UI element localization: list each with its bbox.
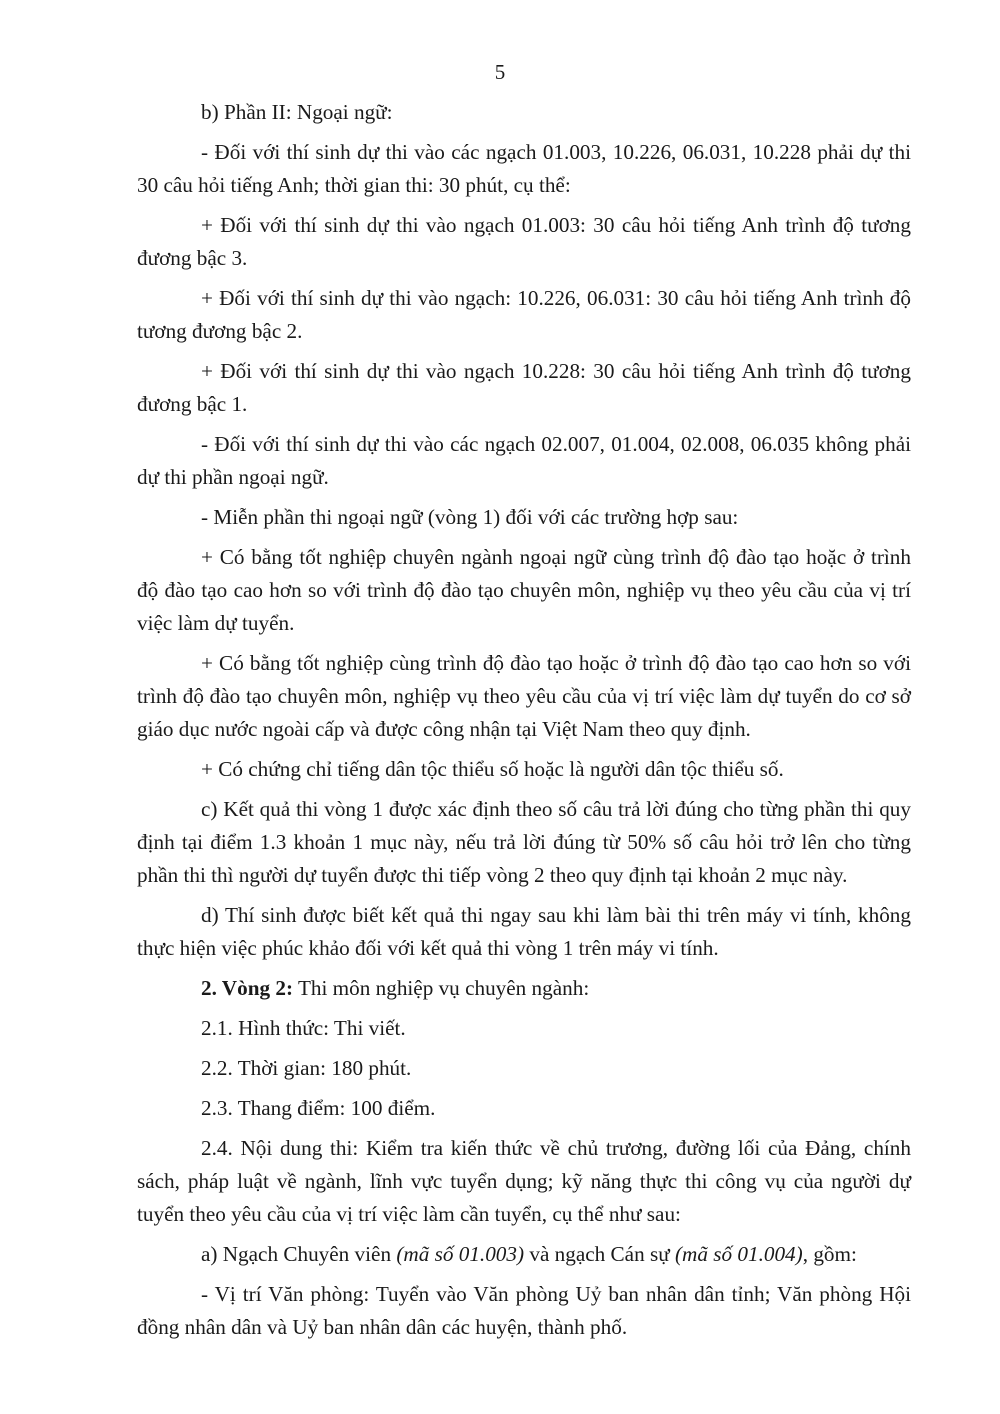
paragraph-level-1: + Đối với thí sinh dự thi vào ngạch 10.228: 30 câu hỏi tiếng Anh trình độ tương đương bậc 1.: [137, 359, 911, 416]
section-2-title: Thi môn nghiệp vụ chuyên ngành:: [293, 976, 590, 1000]
paragraph-2-3: 2.3. Thang điểm: 100 điểm.: [201, 1096, 436, 1120]
paragraph-exemption-degree: + Có bằng tốt nghiệp chuyên ngành ngoại ngữ cùng trình độ đào tạo hoặc ở trình độ đào tạo cao hơn so với trình độ đào tạo chuyên môn, nghiệp vụ theo yêu cầu của vị trí việc làm dự tuyển.: [137, 545, 911, 635]
paragraph-office-position: - Vị trí Văn phòng: Tuyển vào Văn phòng Uỷ ban nhân dân tỉnh; Văn phòng Hội đồng nhân dân và Uỷ ban nhân dân các huyện, thành phố.: [137, 1282, 911, 1339]
paragraph-section-b: b) Phần II: Ngoại ngữ:: [201, 100, 393, 124]
paragraph-section-c: c) Kết quả thi vòng 1 được xác định theo số câu trả lời đúng cho từng phần thi quy định tại điểm 1.3 khoản 1 mục này, nếu trả lời đúng từ 50% số câu hỏi trở lên cho từng phần thi thì người dự tuyển được thi tiếp vòng 2 theo quy định tại khoản 2 mục này.: [137, 797, 911, 887]
paragraph-exemption-ethnic: + Có chứng chỉ tiếng dân tộc thiểu số hoặc là người dân tộc thiểu số.: [201, 757, 784, 781]
grade-a-part1: a) Ngạch Chuyên viên: [201, 1242, 397, 1266]
section-2-number: 2. Vòng 2:: [201, 976, 294, 1000]
section-2-heading: [137, 972, 911, 1005]
grade-code-01004: (mã số 01.004): [675, 1242, 803, 1266]
paragraph-2-2: 2.2. Thời gian: 180 phút.: [201, 1056, 412, 1080]
document-body: [137, 96, 911, 1344]
paragraph-2-4: 2.4. Nội dung thi: Kiểm tra kiến thức về chủ trương, đường lối của Đảng, chính sách, pháp luật về ngành, lĩnh vực tuyển dụng; kỹ năng thực thi công vụ của người dự tuyển theo yêu cầu của vị trí việc làm cần tuyển, cụ thể như sau:: [137, 1136, 911, 1226]
paragraph-level-2: + Đối với thí sinh dự thi vào ngạch: 10.226, 06.031: 30 câu hỏi tiếng Anh trình độ tương đương bậc 2.: [137, 286, 911, 343]
paragraph-english-requirement: - Đối với thí sinh dự thi vào các ngạch 01.003, 10.226, 06.031, 10.228 phải dự thi 30 câu hỏi tiếng Anh; thời gian thi: 30 phút, cụ thể:: [137, 140, 911, 197]
paragraph-grade-a: [137, 1238, 911, 1271]
paragraph-level-3: + Đối với thí sinh dự thi vào ngạch 01.003: 30 câu hỏi tiếng Anh trình độ tương đương bậc 3.: [137, 213, 911, 270]
paragraph-2-1: 2.1. Hình thức: Thi viết.: [201, 1016, 406, 1040]
grade-code-01003: (mã số 01.003): [396, 1242, 525, 1266]
paragraph-exemption: - Miễn phần thi ngoại ngữ (vòng 1) đối với các trường hợp sau:: [201, 505, 739, 529]
paragraph-section-d: d) Thí sinh được biết kết quả thi ngay sau khi làm bài thi trên máy vi tính, không thực hiện việc phúc khảo đối với kết quả thi vòng 1 trên máy vi tính.: [137, 903, 911, 960]
paragraph-no-language-exam: - Đối với thí sinh dự thi vào các ngạch 02.007, 01.004, 02.008, 06.035 không phải dự thi phần ngoại ngữ.: [137, 432, 911, 489]
grade-a-part3: , gồm:: [802, 1242, 857, 1266]
grade-a-part2: và ngạch Cán sự: [524, 1242, 675, 1266]
page-number: 5: [494, 60, 506, 84]
paragraph-exemption-foreign-degree: + Có bằng tốt nghiệp cùng trình độ đào tạo hoặc ở trình độ đào tạo cao hơn so với trình độ đào tạo chuyên môn, nghiệp vụ theo yêu cầu của vị trí việc làm dự tuyển do cơ sở giáo dục nước ngoài cấp và được công nhận tại Việt Nam theo quy định.: [137, 651, 911, 741]
